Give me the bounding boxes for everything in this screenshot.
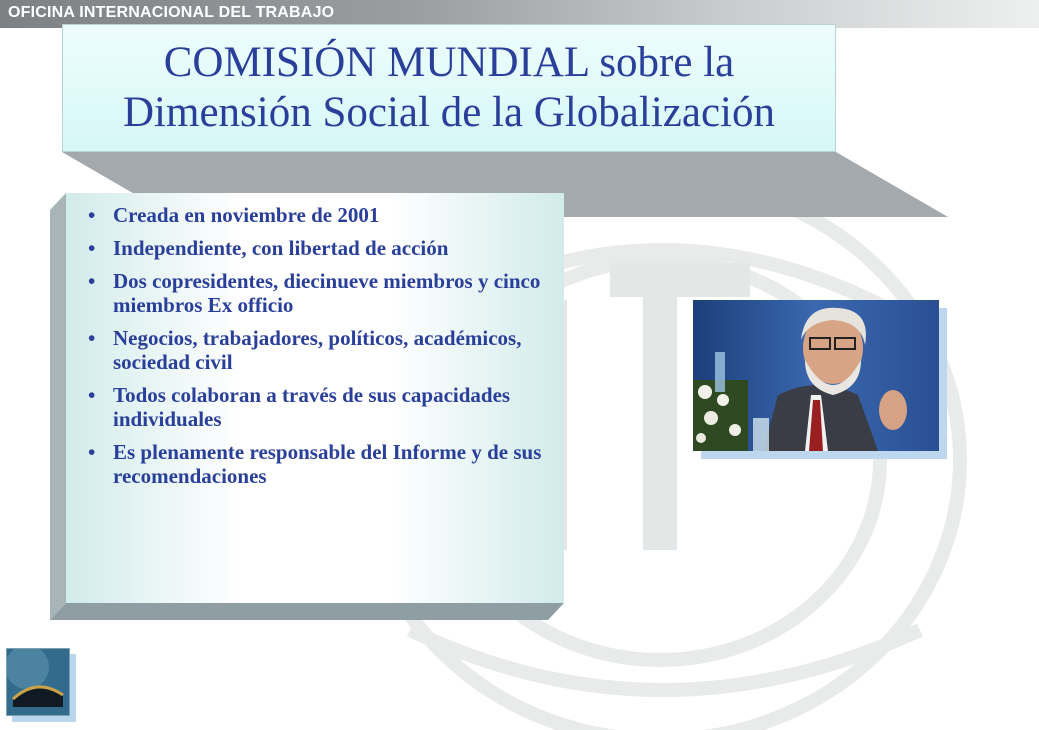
bullet-marker: • [88, 269, 96, 293]
bullet-list [66, 193, 564, 488]
title-line-1: COMISIÓN MUNDIAL sobre la [163, 39, 735, 86]
list-item [80, 236, 550, 260]
bullet-panel [66, 193, 564, 603]
bullet-text: Negocios, trabajadores, políticos, académicos, sociedad civil [113, 326, 522, 374]
portrait-photo [693, 300, 939, 451]
bullet-text: Dos copresidentes, diecinueve miembros y cinco miembros Ex officio [113, 269, 541, 317]
bullet-text: Independiente, con libertad de acción [113, 236, 449, 260]
list-item [80, 269, 550, 317]
organization-name: OFICINA INTERNACIONAL DEL TRABAJO [8, 4, 335, 21]
list-item [80, 203, 550, 227]
list-item [80, 440, 550, 488]
title-line-2: Dimensión Social de la Globalización [123, 89, 775, 136]
bullet-text: Todos colaboran a través de sus capacidades individuales [113, 383, 511, 431]
bullet-text: Es plenamente responsable del Informe y de sus recomendaciones [113, 440, 542, 488]
list-item [80, 383, 550, 431]
logo-emblem-icon [7, 649, 69, 715]
list-item [80, 326, 550, 374]
portrait-illustration [693, 300, 939, 451]
bullet-marker: • [88, 326, 96, 350]
bullet-text: Creada en noviembre de 2001 [113, 203, 380, 227]
bullet-marker: • [88, 440, 96, 464]
bullet-marker: • [88, 203, 96, 227]
logo-thumbnail [6, 648, 70, 716]
bullet-marker: • [88, 236, 96, 260]
bullet-marker: • [88, 383, 96, 407]
